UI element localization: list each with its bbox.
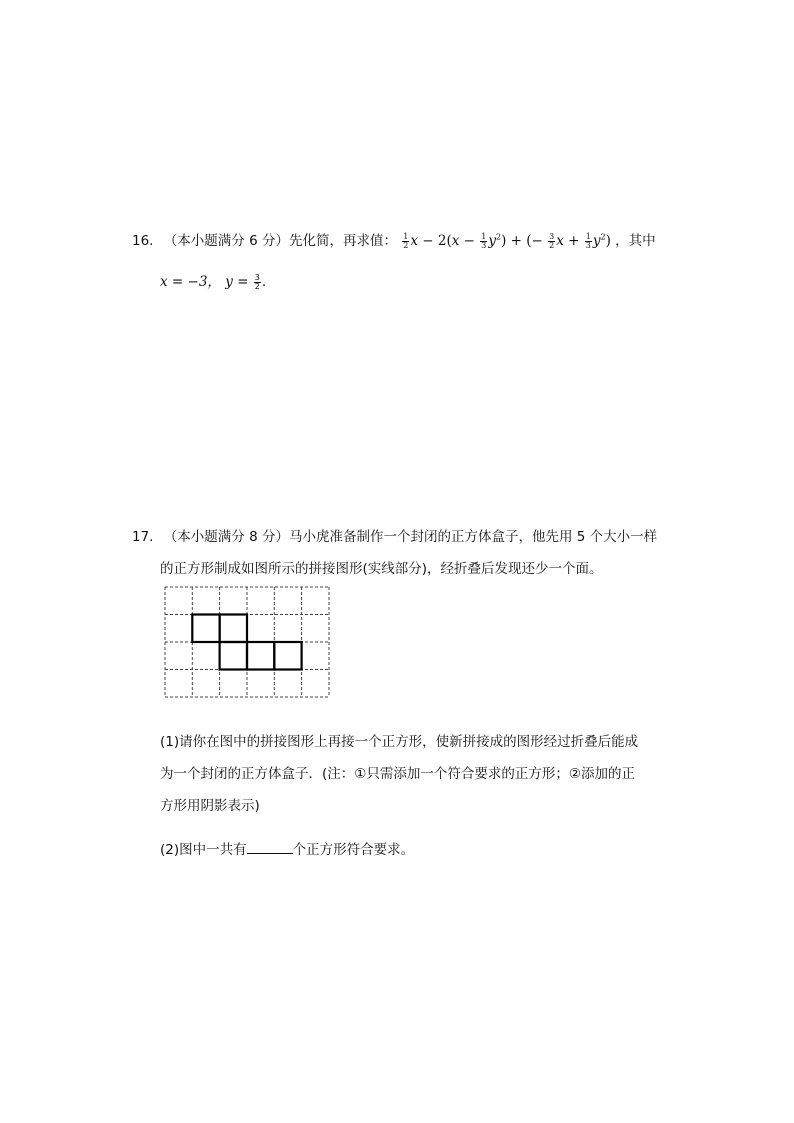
square-grid-figure <box>164 586 330 698</box>
q16-expression: $\frac{1}{2}$ x − 2(x − $\frac{1}{3}$ $y^2$) + (− $\frac{3}{2}$ x + $\frac{1}{3}$ $y^2$) <box>403 232 611 250</box>
q17-part1-line2: 为一个封闭的正方体盒子．(注：①只需添加一个符合要求的正方形；②添加的正 <box>160 766 635 782</box>
q17-part2-after: 个正方形符合要求。 <box>292 842 415 858</box>
fraction-1: $\frac{1}{2}$ <box>403 232 409 250</box>
answer-blank[interactable] <box>247 841 293 854</box>
net-squares <box>192 615 301 670</box>
q16-header: （本小题满分 6 分）先化简，再求值： <box>163 233 397 249</box>
net-square-1 <box>192 615 219 643</box>
q17-part2-before: (2)图中一共有 <box>160 842 247 858</box>
q16-cond-y: y = <box>225 274 249 290</box>
q17-line1 <box>132 525 657 545</box>
fraction-3: $\frac{3}{2}$ <box>549 232 555 250</box>
fraction-2: $\frac{1}{3}$ <box>481 232 487 250</box>
q17-line2: 的正方形制成如图所示的拼接图形(实线部分)，经折叠后发现还少一个面。 <box>160 561 603 577</box>
q17-intro: （本小题满分 8 分）马小虎准备制作一个封闭的正方体盒子，他先用 5 个大小一样 <box>163 529 658 545</box>
q16-tail: ，其中 <box>615 233 656 249</box>
net-square-5 <box>274 642 301 670</box>
q17-number: 17. <box>132 529 154 545</box>
q16-number: 16. <box>132 233 154 249</box>
q17-part1-line1: (1)请你在图中的拼接图形上再接一个正方形，使新拼接成的图形经过折叠后能成 <box>160 734 639 750</box>
net-square-4 <box>247 642 274 670</box>
q16-line1 <box>132 229 656 250</box>
q16-condition: x = −3， y = $\frac{3}{2}$ . <box>160 272 267 291</box>
q16-cond-fraction: $\frac{3}{2}$ <box>254 272 260 291</box>
net-square-3 <box>220 642 247 670</box>
net-square-2 <box>220 615 247 643</box>
q17-part1-line3: 方形用阴影表示) <box>160 798 260 814</box>
fraction-4: $\frac{1}{3}$ <box>585 232 591 250</box>
q17-part2 <box>160 838 414 858</box>
q16-cond-x: x = −3， <box>160 274 221 290</box>
